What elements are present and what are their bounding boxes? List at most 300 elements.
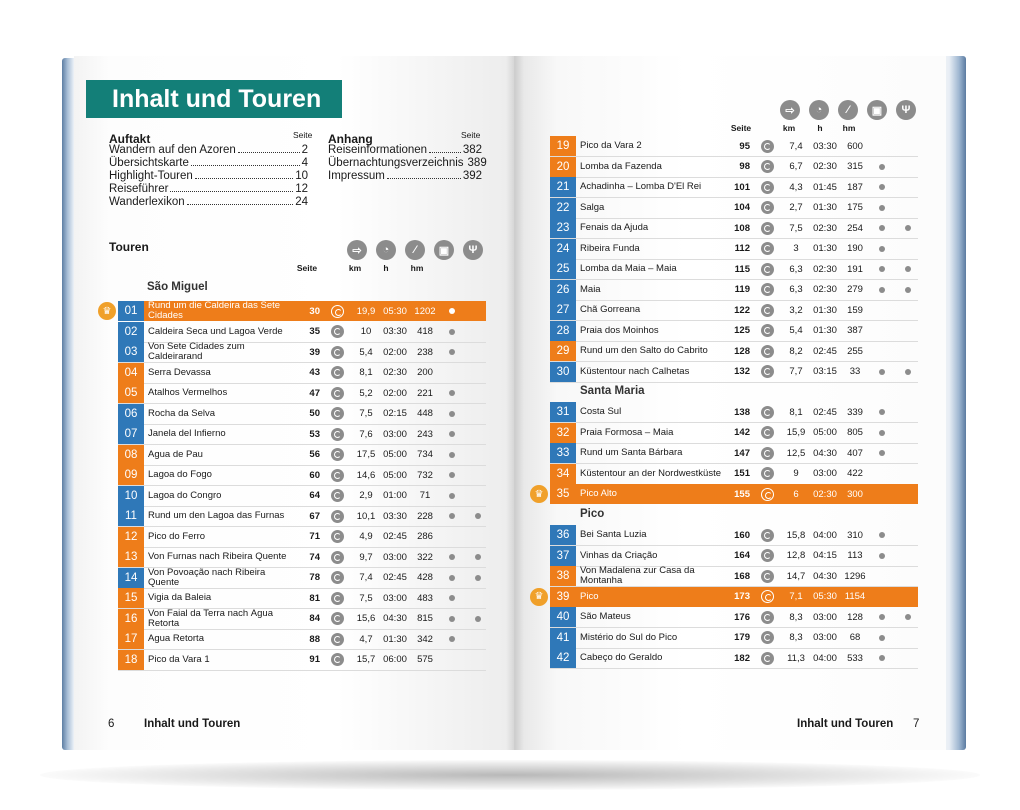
tour-elevation: 1296 — [844, 570, 866, 582]
toc-entry[interactable] — [328, 170, 482, 182]
bus-dot — [868, 184, 896, 190]
tour-km: 17,5 — [356, 449, 376, 460]
tour-km: 4,3 — [789, 181, 803, 193]
tour-number: 19 — [550, 136, 576, 156]
tour-hours: 03:00 — [383, 551, 407, 563]
tour-page: 108 — [734, 222, 750, 234]
tour-name: São Mateus — [580, 612, 631, 622]
tour-type-icon — [750, 467, 784, 480]
bus-available-dot — [879, 287, 885, 293]
toc-entry[interactable] — [328, 157, 487, 169]
tour-number: 01 — [118, 301, 144, 321]
tour-elevation: 339 — [847, 406, 863, 418]
table-row[interactable] — [118, 445, 486, 466]
tour-km: 3 — [793, 243, 799, 254]
table-row[interactable] — [550, 566, 918, 587]
tour-name: Von Faial da Terra nach Água Retorta — [148, 608, 273, 629]
table-row[interactable] — [118, 506, 486, 527]
route-type-icon — [761, 365, 774, 378]
anhang-seite-label: Seite — [461, 130, 481, 140]
bus-available-dot — [449, 431, 455, 437]
tour-number: 29 — [550, 341, 576, 361]
table-row[interactable] — [118, 465, 486, 486]
tour-name: Mistério do Sul do Pico — [580, 632, 678, 643]
route-type-icon — [331, 407, 344, 420]
tour-page: 101 — [734, 181, 750, 193]
tour-type-icon — [750, 283, 784, 296]
tour-page: 71 — [309, 531, 320, 542]
restaurant-dot — [896, 287, 920, 293]
bus-available-dot — [879, 655, 885, 661]
tour-type-icon — [750, 570, 784, 583]
route-type-icon — [331, 571, 344, 584]
tour-hours: 06:00 — [383, 654, 407, 665]
tour-name: Pico do Ferro — [148, 531, 206, 542]
tour-type-icon — [750, 611, 784, 624]
tour-number: 25 — [550, 259, 576, 279]
tour-type-icon — [750, 447, 784, 460]
route-type-icon — [761, 488, 774, 501]
tour-page: 155 — [734, 488, 750, 500]
tour-name: Rund um Santa Bárbara — [580, 448, 683, 458]
tour-type-icon — [320, 489, 354, 502]
tour-number: 38 — [550, 566, 576, 586]
bus-available-dot — [449, 616, 455, 622]
table-row[interactable] — [118, 588, 486, 609]
table-row[interactable] — [550, 198, 918, 219]
toc-leader-dots — [387, 177, 461, 179]
tour-name: Lomba da Fazenda — [580, 161, 662, 172]
tour-number: 21 — [550, 177, 576, 197]
tour-hours: 01:00 — [383, 490, 407, 501]
tour-elevation: 254 — [847, 222, 863, 234]
tour-elevation: 815 — [417, 613, 433, 624]
table-row[interactable] — [550, 484, 918, 504]
tour-type-icon — [750, 488, 784, 501]
tour-hours: 03:00 — [813, 611, 837, 623]
toc-entry-title: Wandern auf den Azoren — [109, 144, 236, 156]
tour-hours: 02:45 — [383, 531, 407, 542]
toc-leader-dots — [429, 151, 461, 153]
bus-available-dot — [879, 266, 885, 272]
table-row[interactable] — [550, 525, 918, 546]
tour-hours: 02:00 — [383, 387, 407, 399]
bus-available-dot — [879, 225, 885, 231]
toc-entry-page: 4 — [301, 157, 308, 169]
table-row[interactable] — [550, 587, 918, 607]
tour-type-icon — [750, 181, 784, 194]
route-type-icon — [761, 304, 774, 317]
tour-name: Água de Pau — [148, 449, 203, 460]
tour-page: 119 — [734, 284, 750, 295]
toc-entry-title: Reiseinformationen — [328, 144, 428, 156]
tour-page: 43 — [309, 367, 320, 378]
tour-hours: 01:30 — [813, 202, 837, 213]
toc-entry[interactable] — [109, 144, 308, 156]
tour-type-icon — [320, 448, 354, 461]
route-type-icon — [331, 510, 344, 523]
tour-name: Von Madalena zur Casa da Montanha — [580, 566, 695, 586]
tour-km: 9,7 — [359, 551, 373, 563]
tour-elevation: 448 — [417, 408, 433, 419]
tour-type-icon — [320, 469, 354, 482]
route-type-icon — [761, 201, 774, 214]
table-row[interactable] — [550, 280, 918, 301]
tour-elevation: 175 — [847, 202, 863, 213]
table-row[interactable] — [118, 363, 486, 384]
toc-entry-title: Wanderlexikon — [109, 196, 185, 208]
tour-hours: 03:00 — [813, 632, 837, 643]
bus-dot — [868, 655, 896, 661]
table-row[interactable] — [550, 546, 918, 567]
route-type-icon — [331, 469, 344, 482]
bus-dot — [868, 532, 896, 538]
table-row[interactable] — [118, 342, 486, 363]
tour-elevation: 600 — [847, 140, 863, 152]
slope-icon: ⁄ — [838, 100, 858, 120]
tour-type-icon — [750, 406, 784, 419]
tour-page: 74 — [309, 551, 320, 563]
tour-elevation: 243 — [417, 428, 433, 440]
bus-available-dot — [449, 472, 455, 478]
tour-km: 7,4 — [789, 140, 803, 152]
toc-entry[interactable] — [109, 170, 308, 182]
tour-number: 04 — [118, 363, 144, 383]
tour-hours: 03:30 — [383, 510, 407, 522]
tour-elevation: 422 — [847, 468, 863, 479]
tour-hours: 04:30 — [813, 447, 837, 459]
book-gutter — [506, 56, 524, 750]
tour-type-icon — [320, 530, 354, 543]
tour-type-icon — [320, 366, 354, 379]
tour-number: 28 — [550, 321, 576, 341]
bus-dot — [438, 595, 466, 601]
toc-entry-page: 12 — [295, 183, 308, 195]
table-row[interactable] — [550, 443, 918, 464]
tour-type-icon — [320, 325, 354, 338]
tour-name: Serra Devassa — [148, 367, 211, 378]
bus-dot — [438, 554, 466, 560]
tour-number: 31 — [550, 402, 576, 422]
route-type-icon — [761, 140, 774, 153]
tour-km: 11,3 — [787, 652, 805, 664]
table-row[interactable] — [118, 486, 486, 507]
tour-hours: 01:45 — [813, 181, 837, 193]
tour-hours: 05:30 — [383, 305, 407, 317]
bus-available-dot — [449, 329, 455, 335]
tour-km: 8,3 — [789, 632, 803, 643]
bus-available-dot — [449, 575, 455, 581]
tour-name: Vigia da Baleia — [148, 593, 212, 603]
tour-number: 32 — [550, 423, 576, 443]
tour-type-icon — [750, 590, 784, 603]
tour-hours: 01:30 — [813, 304, 837, 316]
table-row[interactable] — [550, 218, 918, 239]
crown-icon: ♛ — [98, 302, 116, 320]
tour-number: 09 — [118, 465, 144, 485]
tour-number: 34 — [550, 464, 576, 484]
tour-number: 41 — [550, 628, 576, 648]
bus-available-dot — [879, 164, 885, 170]
tour-page: 168 — [734, 570, 750, 582]
tour-number: 33 — [550, 443, 576, 463]
tour-name: Cabeço do Geraldo — [580, 653, 663, 663]
route-type-icon — [761, 611, 774, 624]
anhang-heading: Anhang — [328, 132, 373, 146]
toc-leader-dots — [195, 177, 293, 179]
bus-dot — [868, 225, 896, 231]
route-type-icon — [761, 652, 774, 665]
table-row[interactable] — [550, 341, 918, 362]
table-row[interactable] — [550, 239, 918, 260]
tour-number: 02 — [118, 322, 144, 342]
tour-type-icon — [750, 160, 784, 173]
tour-hours: 02:30 — [813, 263, 837, 275]
tour-number: 30 — [550, 362, 576, 382]
footer-right-page-number: 7 — [913, 718, 920, 730]
route-type-icon — [761, 529, 774, 542]
tour-elevation: 191 — [847, 263, 863, 275]
signpost-icon: ⇨ — [780, 100, 800, 120]
table-row[interactable] — [550, 157, 918, 178]
signpost-icon: ⇨ — [347, 240, 367, 260]
tour-page: 64 — [309, 490, 320, 501]
tour-hours: 05:00 — [383, 449, 407, 460]
toc-entry-title: Übersichtskarte — [109, 157, 189, 169]
route-type-icon — [761, 467, 774, 480]
restaurant-icon: Ψ — [463, 240, 483, 260]
footer-left-title: Inhalt und Touren — [144, 718, 241, 730]
route-type-icon — [761, 570, 774, 583]
table-row[interactable] — [550, 464, 918, 485]
tour-km: 4,7 — [359, 633, 373, 645]
tour-page: 125 — [734, 325, 750, 336]
bus-available-dot — [879, 369, 885, 375]
bus-dot — [868, 164, 896, 170]
tour-page: 173 — [734, 591, 750, 602]
tour-hours: 02:45 — [813, 345, 837, 357]
toc-entry[interactable] — [109, 157, 308, 169]
table-row[interactable] — [118, 527, 486, 548]
tour-number: 18 — [118, 650, 144, 670]
table-row[interactable] — [118, 568, 486, 589]
table-row[interactable] — [118, 383, 486, 404]
restaurant-available-dot — [905, 266, 911, 272]
tour-name: Pico — [580, 591, 599, 602]
tour-elevation: 228 — [417, 510, 433, 522]
tour-elevation: 286 — [417, 531, 433, 542]
tour-km: 19,9 — [356, 305, 376, 317]
tour-hours: 03:00 — [383, 428, 407, 440]
tour-hours: 02:30 — [813, 161, 837, 172]
route-type-icon — [331, 366, 344, 379]
bus-icon: ▣ — [867, 100, 887, 120]
tour-name: Von Furnas nach Ribeira Quente — [148, 552, 287, 562]
clock-icon: ◔ — [376, 240, 396, 260]
bus-dot — [868, 246, 896, 252]
bus-dot — [438, 472, 466, 478]
table-row[interactable] — [550, 136, 918, 157]
table-row[interactable] — [550, 321, 918, 342]
toc-entry-title: Übernachtungsverzeichnis — [328, 157, 464, 169]
region-pico: Pico — [580, 508, 605, 520]
tour-page: 98 — [739, 161, 750, 172]
table-row[interactable] — [550, 607, 918, 628]
toc-entry[interactable] — [109, 196, 308, 208]
tour-type-icon — [320, 653, 354, 666]
tour-page: 128 — [734, 345, 750, 357]
tour-type-icon — [750, 345, 784, 358]
table-row[interactable] — [550, 402, 918, 423]
tour-name: Salga — [580, 202, 605, 213]
restaurant-available-dot — [905, 614, 911, 620]
tour-name: Atalhos Vermelhos — [148, 388, 228, 398]
table-row[interactable] — [118, 547, 486, 568]
tour-km: 3,2 — [789, 304, 803, 316]
tour-page: 138 — [734, 406, 750, 418]
restaurant-dot — [466, 554, 490, 560]
tour-name: Lagoa do Congro — [148, 490, 222, 501]
tour-type-icon — [750, 324, 784, 337]
tour-number: 11 — [118, 506, 144, 526]
bus-dot — [438, 349, 466, 355]
table-row[interactable] — [550, 648, 918, 669]
restaurant-available-dot — [905, 225, 911, 231]
tour-page: 122 — [734, 304, 750, 316]
tour-elevation: 418 — [417, 326, 433, 337]
restaurant-dot — [466, 575, 490, 581]
table-row[interactable] — [550, 628, 918, 649]
tour-hours: 02:15 — [383, 408, 407, 419]
tour-page: 160 — [734, 529, 750, 541]
table-row[interactable] — [550, 177, 918, 198]
tour-hours: 03:00 — [813, 468, 837, 479]
tour-km: 12,5 — [786, 447, 806, 459]
tour-elevation: 221 — [417, 387, 433, 399]
tour-hours: 05:00 — [813, 427, 837, 438]
tour-page: 67 — [309, 510, 320, 522]
tour-page: 104 — [734, 202, 750, 213]
tour-hours: 02:45 — [813, 406, 837, 418]
tour-km: 15,9 — [786, 427, 806, 438]
restaurant-available-dot — [475, 513, 481, 519]
tour-elevation: 575 — [417, 654, 433, 665]
tour-type-icon — [750, 222, 784, 235]
table-row[interactable] — [118, 650, 486, 671]
table-row[interactable] — [118, 301, 486, 321]
column-label-seite: Seite — [730, 123, 752, 133]
restaurant-dot — [466, 513, 490, 519]
toc-entry[interactable] — [109, 183, 308, 195]
bus-available-dot — [449, 636, 455, 642]
route-type-icon — [761, 263, 774, 276]
bus-available-dot — [879, 430, 885, 436]
route-type-icon — [331, 428, 344, 441]
tour-elevation: 190 — [847, 243, 863, 254]
tour-km: 7,6 — [359, 428, 373, 440]
toc-entry-title: Reiseführer — [109, 183, 169, 195]
toc-leader-dots — [191, 164, 300, 166]
tour-km: 8,3 — [789, 611, 803, 623]
table-row[interactable] — [550, 259, 918, 280]
toc-entry[interactable] — [328, 144, 482, 156]
table-row[interactable] — [118, 404, 486, 425]
bus-dot — [438, 308, 466, 314]
tour-name: Bei Santa Luzia — [580, 530, 647, 540]
tour-km: 5,4 — [789, 325, 803, 336]
route-type-icon — [331, 612, 344, 625]
tour-elevation: 483 — [417, 592, 433, 604]
tour-elevation: 1202 — [414, 305, 436, 317]
bus-dot — [438, 513, 466, 519]
route-type-icon — [761, 345, 774, 358]
tour-elevation: 187 — [847, 181, 863, 193]
tour-name: Água Retorta — [148, 634, 204, 644]
table-row[interactable] — [550, 362, 918, 383]
tour-name: Pico da Vara 1 — [148, 654, 210, 665]
tour-km: 7,5 — [359, 408, 373, 419]
tour-number: 13 — [118, 547, 144, 567]
tour-name: Rund um die Caldeira das Sete Cidades — [148, 301, 281, 321]
tour-type-icon — [750, 365, 784, 378]
column-label-h: h — [817, 123, 823, 133]
tour-type-icon — [750, 242, 784, 255]
tour-page: 30 — [309, 305, 320, 317]
tour-name: Costa Sul — [580, 407, 622, 417]
tour-km: 6,3 — [789, 284, 803, 295]
tour-number: 26 — [550, 280, 576, 300]
table-row[interactable] — [118, 629, 486, 650]
bus-available-dot — [449, 349, 455, 355]
tour-hours: 01:30 — [813, 325, 837, 336]
bus-available-dot — [879, 532, 885, 538]
tour-type-icon — [750, 426, 784, 439]
tour-name: Rund um den Salto do Cabrito — [580, 346, 708, 356]
restaurant-available-dot — [475, 616, 481, 622]
route-type-icon — [761, 426, 774, 439]
table-row[interactable] — [118, 322, 486, 343]
bus-dot — [438, 452, 466, 458]
table-row[interactable] — [118, 609, 486, 630]
table-row[interactable] — [118, 424, 486, 445]
route-type-icon — [761, 406, 774, 419]
tour-km: 7,4 — [359, 572, 373, 583]
auftakt-seite-label: Seite — [293, 130, 313, 140]
tour-hours: 03:30 — [383, 326, 407, 337]
tour-name: Praia Formosa – Maia — [580, 427, 674, 438]
tour-km: 10 — [360, 326, 372, 337]
bus-dot — [868, 205, 896, 211]
tour-hours: 04:00 — [813, 529, 837, 541]
tour-page: 35 — [309, 326, 320, 337]
bus-available-dot — [449, 452, 455, 458]
route-type-icon — [761, 181, 774, 194]
bus-dot — [868, 450, 896, 456]
tour-type-icon — [320, 571, 354, 584]
bus-available-dot — [879, 635, 885, 641]
footer-right-title: Inhalt und Touren — [797, 718, 894, 730]
bus-dot — [438, 390, 466, 396]
tour-km: 6,3 — [789, 263, 803, 275]
table-row[interactable] — [550, 423, 918, 444]
route-type-icon — [331, 633, 344, 646]
table-row[interactable] — [550, 300, 918, 321]
tour-number: 37 — [550, 546, 576, 566]
tour-name: Ribeira Funda — [580, 243, 640, 254]
bus-dot — [868, 553, 896, 559]
region-sao-miguel: São Miguel — [147, 281, 208, 293]
tour-page: 115 — [734, 263, 750, 275]
